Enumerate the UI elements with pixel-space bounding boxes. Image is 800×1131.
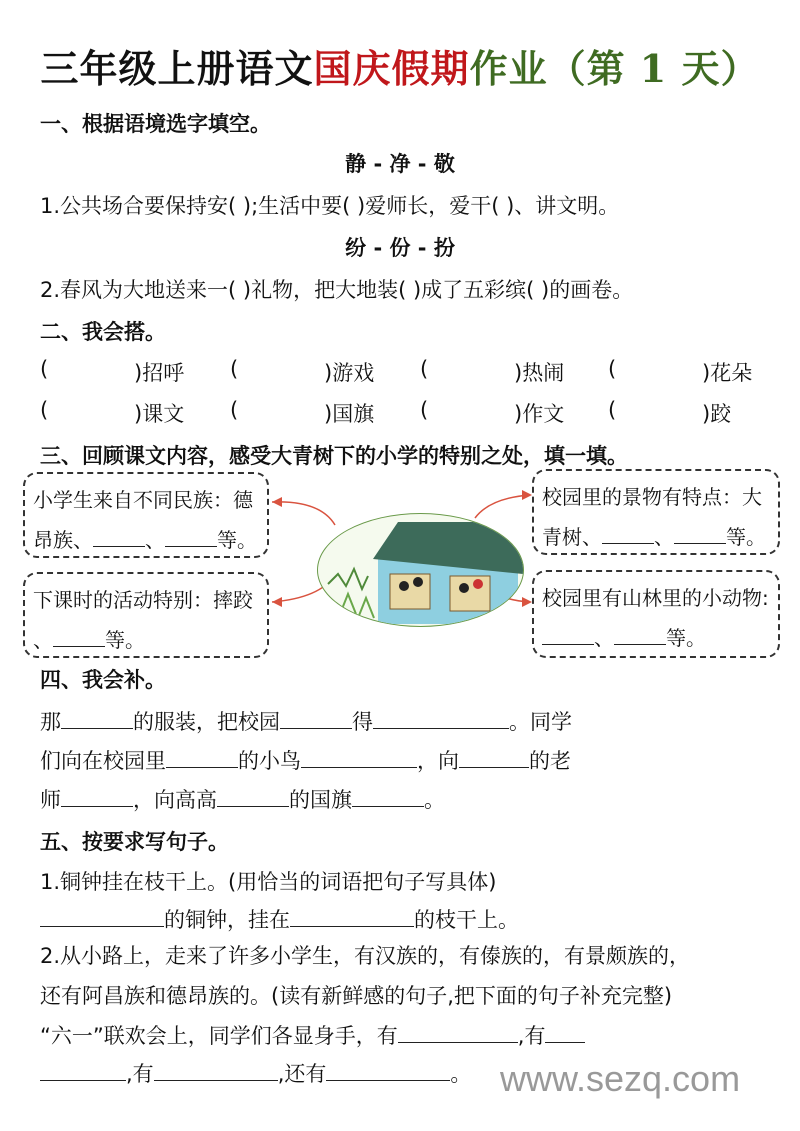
char-group-1: 静 - 净 - 敬 <box>345 152 455 176</box>
fill-blank[interactable] <box>61 710 133 729</box>
fill-blank[interactable] <box>602 525 654 544</box>
match-word: )作文 <box>514 402 565 426</box>
fill-blank[interactable] <box>93 528 145 547</box>
info-box-animals <box>532 570 780 658</box>
box-text: 、 等。 <box>542 618 772 658</box>
info-box-scenery <box>532 469 780 555</box>
title-part-green: 作业（第 1 天） <box>469 46 760 91</box>
match-word: )花朵 <box>702 361 753 385</box>
page-title <box>0 38 800 93</box>
box-text: 下课时的活动特别：摔跤 <box>33 588 253 612</box>
fill-blank[interactable] <box>165 528 217 547</box>
fill-blank[interactable] <box>373 710 509 729</box>
fill-blank[interactable] <box>614 626 666 645</box>
section4-heading: 四、我会补。 <box>40 668 166 692</box>
char-group-2: 纷 - 份 - 扮 <box>345 236 455 260</box>
box-text: 、 等。 <box>33 628 145 652</box>
section3-heading: 三、回顾课文内容，感受大青树下的小学的特别之处，填一填。 <box>40 444 628 468</box>
fill-blank[interactable] <box>326 1062 450 1081</box>
question-5-1: 1.铜钟挂在枝干上。(用恰当的词语把句子写具体) <box>40 870 497 894</box>
school-house-icon <box>318 514 523 626</box>
question-1-1: 1.公共场合要保持安( );生活中要( )爱师长，爱干( )、讲文明。 <box>40 194 620 218</box>
fill-blank[interactable] <box>40 1062 126 1081</box>
fill-blank[interactable] <box>166 749 238 768</box>
fill-blank[interactable] <box>542 626 594 645</box>
info-box-ethnic-groups <box>23 472 269 558</box>
match-word: )课文 <box>134 402 185 426</box>
match-word: )跤 <box>702 402 732 426</box>
fill-blank[interactable] <box>154 1062 278 1081</box>
box-text: 校园里的景物有特点：大 <box>542 485 762 509</box>
fill-line-1: 那 的服装，把校园 得 。同学 <box>40 710 572 734</box>
fill-blank[interactable] <box>459 749 529 768</box>
answer-5-2-line1: “六一”联欢会上，同学们各显身手，有 ,有 <box>40 1020 585 1050</box>
section5-heading: 五、按要求写句子。 <box>40 830 229 854</box>
fill-blank[interactable] <box>398 1024 518 1043</box>
fill-line-2: 们向在校园里 的小鸟 ，向 的老 <box>40 749 571 773</box>
fill-blank[interactable] <box>40 908 164 927</box>
match-word: )国旗 <box>324 402 375 426</box>
fill-blank[interactable] <box>61 788 133 807</box>
fill-blank[interactable] <box>290 908 414 927</box>
box-text: 校园里有山林里的小动物: <box>542 586 769 610</box>
question-1-2: 2.春风为大地送来一( )礼物，把大地装( )成了五彩缤( )的画卷。 <box>40 278 634 302</box>
watermark: www.sezq.com <box>500 1058 741 1099</box>
match-word: )招呼 <box>134 361 185 385</box>
answer-5-2-line2: ,有 ,还有 。 <box>40 1058 471 1088</box>
fill-blank[interactable] <box>53 628 105 647</box>
section2-heading: 二、我会搭。 <box>40 320 166 344</box>
box-text: 青树、 、 等。 <box>542 525 766 549</box>
match-word: )热闹 <box>514 361 565 385</box>
fill-blank[interactable] <box>280 710 352 729</box>
section1-heading: 一、根据语境选字填空。 <box>40 112 271 136</box>
title-part-red: 国庆假期 <box>313 46 470 91</box>
fill-blank[interactable] <box>674 525 726 544</box>
match-word: )游戏 <box>324 361 375 385</box>
fill-blank[interactable] <box>301 749 417 768</box>
fill-blank[interactable] <box>545 1024 585 1043</box>
box-text: 小学生来自不同民族：德 <box>33 488 253 512</box>
fill-blank[interactable] <box>217 788 289 807</box>
fill-line-3: 师 ，向高高 的国旗 。 <box>40 788 445 812</box>
school-illustration <box>317 513 524 627</box>
box-text: 昂族、 、 等。 <box>33 528 257 552</box>
fill-blank[interactable] <box>352 788 424 807</box>
answer-5-1: 的铜钟，挂在 的枝干上。 <box>40 904 519 934</box>
question-5-2-line2: 还有阿昌族和德昂族的。(读有新鲜感的句子,把下面的句子补充完整) <box>40 984 673 1008</box>
question-5-2-line1: 2.从小路上，走来了许多小学生，有汉族的，有傣族的，有景颇族的， <box>40 944 691 968</box>
title-part-black: 三年级上册语文 <box>40 46 314 91</box>
info-box-activities <box>23 572 269 658</box>
